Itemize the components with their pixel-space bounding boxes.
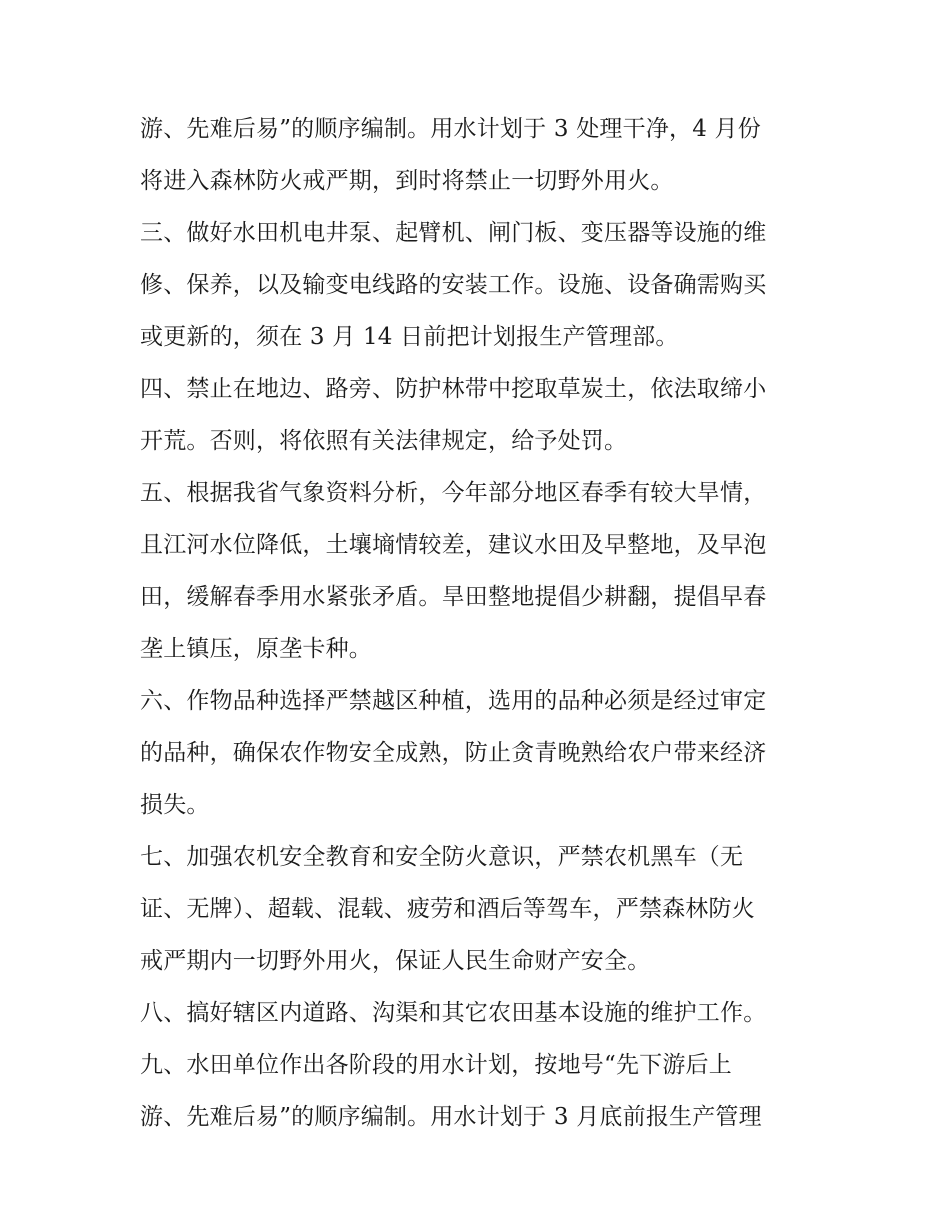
text-line: 损失。	[140, 792, 210, 818]
text-line: 垄上镇压，原垄卡种。	[140, 636, 372, 662]
text-line: 证、无牌）、超载、混载、疲劳和酒后等驾车，严禁森林防火	[140, 896, 755, 922]
text-line: 八、搞好辖区内道路、沟渠和其它农田基本设施的维护工作。	[140, 1000, 767, 1026]
text-line: 戒严期内一切野外用火，保证人民生命财产安全。	[140, 948, 651, 974]
text-line: 且江河水位降低，土壤墒情较差，建议水田及早整地，及早泡	[140, 532, 767, 558]
text-line: 六、作物品种选择严禁越区种植，选用的品种必须是经过审定	[140, 688, 767, 714]
text-line: 开荒。否则，将依照有关法律规定，给予处罚。	[140, 428, 628, 454]
text-line: 或更新的，须在 3 月 14 日前把计划报生产管理部。	[140, 324, 679, 350]
text-line: 四、禁止在地边、路旁、防护林带中挖取草炭土，依法取缔小	[140, 376, 767, 402]
text-line: 的品种，确保农作物安全成熟，防止贪青晚熟给农户带来经济	[140, 740, 767, 766]
text-line: 七、加强农机安全教育和安全防火意识，严禁农机黑车（无	[140, 844, 744, 870]
text-line: 将进入森林防火戒严期，到时将禁止一切野外用火。	[140, 168, 674, 194]
text-line: 修、保养，以及输变电线路的安装工作。设施、设备确需购买	[140, 272, 767, 298]
text-line: 九、水田单位作出各阶段的用水计划，按地号“先下游后上	[140, 1052, 732, 1078]
text-line: 田，缓解春季用水紧张矛盾。旱田整地提倡少耕翻，提倡早春	[140, 584, 767, 610]
body-text	[140, 103, 820, 1143]
text-line: 游、先难后易”的顺序编制。用水计划于 3 处理干净，4 月份	[140, 116, 761, 142]
text-line: 五、根据我省气象资料分析，今年部分地区春季有较大旱情，	[140, 480, 767, 506]
text-line: 游、先难后易”的顺序编制。用水计划于 3 月底前报生产管理	[140, 1104, 762, 1130]
text-line: 三、做好水田机电井泵、起臂机、闸门板、变压器等设施的维	[140, 220, 767, 246]
